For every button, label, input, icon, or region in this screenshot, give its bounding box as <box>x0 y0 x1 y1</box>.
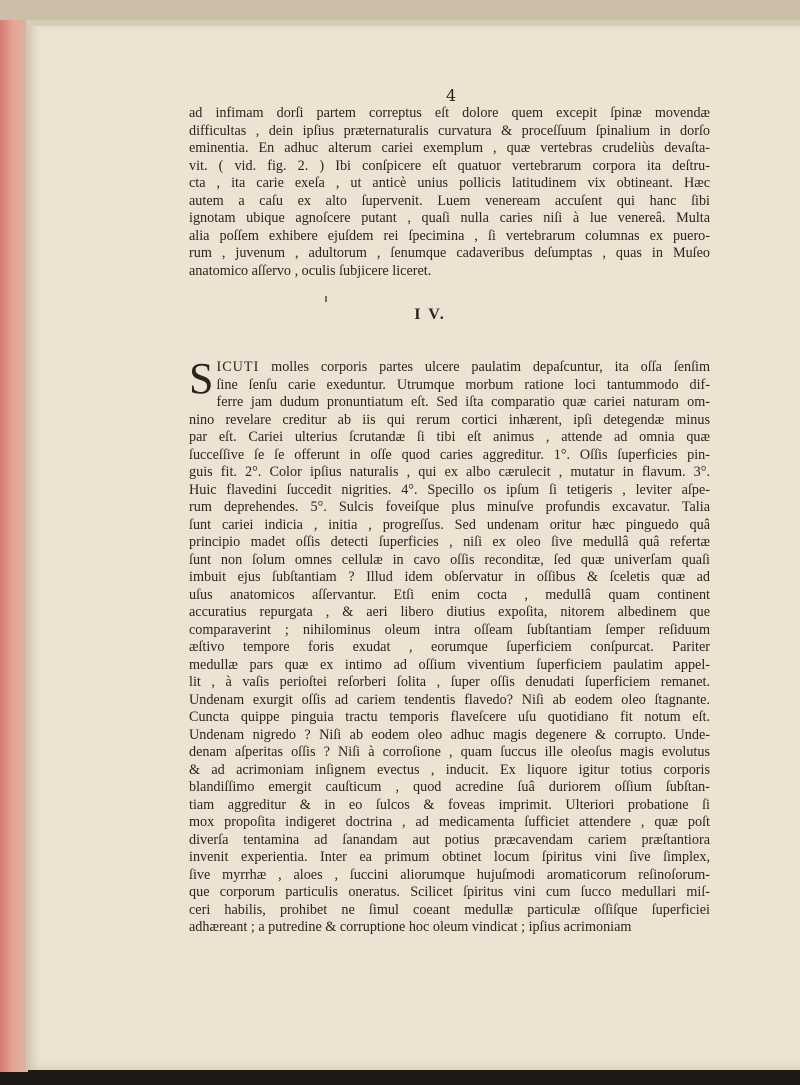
text-line: difficultas , dein ipſius præternaturalis curvatura & proceſſuum ſpinalium in dorſo <box>189 122 710 139</box>
text-line: que corporum particulis oneratus. Scilicet ſpiritus vini cum ſucco medullari miſ- <box>189 884 710 900</box>
text-line: medullæ pars quæ ex intimo ad oſſium viventium ſuperficiem paulatim appel- <box>189 656 710 673</box>
text-line: principio madet oſſis detecti ſuperficies , niſi ex oleo ſive medullâ quâ refertæ <box>189 534 710 550</box>
text-line: ſunt cariei indicia , initia , progreſſus. Sed undenam oritur hæc pinguedo quâ <box>189 516 710 533</box>
text-line: alia poſſem exhibere ejuſdem rei ſpecimina , ſi vertebrarum columnas ex puero- <box>189 227 710 244</box>
text-line: ceri habilis, prohibet ne ſimul coeant medullæ particulæ oſſiſque ſuperficiei <box>189 901 710 918</box>
text-line: adhæreant ; a putredine & corruptione hoc oleum vindicat ; ipſius acrimoniam <box>189 919 632 935</box>
text-line: vit. ( vid. fig. 2. ) Ibi conſpicere eſt quatuor vertebrarum corpora ita deſtru- <box>189 157 710 174</box>
top-margin-strip <box>0 0 800 22</box>
text-line: guis fit. 2°. Color ipſius naturalis , qui ex albo cærulecit , mutatur in flavum. 3°. <box>189 464 710 480</box>
book-spine-edge <box>0 20 28 1072</box>
text-line: Undenam exurgit oſſis ad cariem tendentis flavedo? Niſi ab eodem oleo ſtagnante. <box>189 691 710 708</box>
text-line: rum deprehendes. 5°. Sulcis foveiſque plus minuſve profundis excavatur. Talia <box>189 499 710 515</box>
text-line: ad infimam dorſi partem correptus eſt dolore quem excepit ſpinæ movendæ <box>189 105 710 121</box>
text-line: blandiſſimo emergit cauſticum , quod acredine ſuâ duriorem oſſium ſubſtan- <box>189 779 710 795</box>
text-line: nino revelare creditur ab iis qui rerum cortici inhærent, ipſi detegendæ minus <box>189 411 710 428</box>
text-line: uſus anatomicos aſſervantur. Etſi enim cocta , medullâ quam continent <box>189 586 710 603</box>
lead-word: ICUTI <box>216 359 260 375</box>
text-line: ſunt non ſolum omnes cellulæ in cavo oſſis reconditæ, ſed quæ univerſam quaſi <box>189 551 710 568</box>
text-line: autem a caſu ex alto ſupervenit. Luem veneream accuſent qui hanc ſibi <box>189 192 710 209</box>
text-line: lit , à vaſis perioſtei reſorberi ſolita , ſuper oſſis denudati ſuperficiem remanet. <box>189 674 710 690</box>
text-line: ſive myrrhæ , aloes , ſuccini aliorumque hujuſmodi aromaticorum reſinoſorum- <box>189 866 710 883</box>
text-line: eminentia. En adhuc alterum cariei exemplum , quæ vertebras crudeliùs devaſta- <box>189 140 710 156</box>
text-line: cta , ita carie exeſa , ut anticè unius pollicis latitudinem vix obtineant. Hæc <box>189 175 710 191</box>
page-number: 4 <box>446 86 457 105</box>
text-line: æſtivo tempore foris exudat , eorumque ſuperficiem conſpurcat. Pariter <box>189 639 710 655</box>
section-heading: I V. <box>414 306 446 323</box>
first-line-rest: molles corporis partes ulcere paulatim depaſcuntur, ita oſſa ſenſim <box>271 359 710 375</box>
text-line: par eſt. Cariei ulterius ſcrutandæ ſi tibi eſt animus , attende ad omnia quæ <box>189 429 710 445</box>
text-line: rum , juvenum , adultorum , ſenumque cadaveribus deſumptas , quas in Muſeo <box>189 245 710 261</box>
text-line: diverſa tentamina ad ſanandam aut potius præcavendam cariem præſtantiora <box>189 831 710 848</box>
text-line: ignotam ubique agnoſcere putant , quaſi nulla caries niſi à lue venereâ. Multa <box>189 210 710 226</box>
text-line: Undenam nigredo ? Niſi ab eodem oleo adhuc magis degenere & corrupto. Unde- <box>189 726 710 743</box>
section-paragraph <box>189 354 710 937</box>
text-line: denam aſperitas oſſis ? Niſi à corroſione , quam ſuccus ille oleoſus magis evolutus <box>189 744 710 760</box>
text-line: comparaverint ; nihilominus oleum intra oſſeam ſubſtantiam ſemper reſiduum <box>189 621 710 638</box>
drop-initial: S <box>189 354 214 403</box>
text-line <box>216 359 710 377</box>
text-line: accuratius repurgata , & aeri libero diutius expoſita, nitorem albedinem que <box>189 604 710 620</box>
text-line: ſine ſenſu carie exeduntur. Utrumque morbum ratione loci tantummodo dif- <box>216 376 710 393</box>
paragraph-body <box>189 394 710 937</box>
text-line: imbuit ejus ſubſtantiam ? Illud idem obſervatur in oſſibus & ſceletis quæ ad <box>189 569 710 585</box>
text-line: Huic flavedini ſuccedit nigrities. 4°. Specillo os ipſum ſi tetigeris , leviter aſpe- <box>189 481 710 498</box>
paragraph-continued <box>189 105 710 280</box>
text-line: mox propoſita indigeret doctrina , ad medicamenta ſufficiet attendere , quæ poſt <box>189 814 710 830</box>
text-line: ſucceſſive ſe ſe offerunt in oſſe quod caries aggreditur. 1°. Oſſis ſuperficies pin- <box>189 446 710 463</box>
text-line: invenit experientia. Inter ea primum obtinet locum ſpiritus vini ſive ſimplex, <box>189 849 710 865</box>
text-line: ferre jam dudum pronuntiatum eſt. Sed iſta comparatio quæ cariei naturam om- <box>216 394 710 410</box>
ink-mark <box>325 296 327 302</box>
text-line: tiam aggreditur & in eo ſulcos & foveas imprimit. Ulteriori probatione ſi <box>189 796 710 813</box>
text-line: Cuncta quippe pinguia tractu temporis flaveſcere uſu quotidiano fit notum eſt. <box>189 709 710 725</box>
text-line: anatomico aſſervo , oculis ſubjicere liceret. <box>189 262 432 279</box>
page-top-edge <box>26 20 800 26</box>
text-line: & ad acrimoniam inſignem evectus , inducit. Ex liquore igitur totius corporis <box>189 761 710 778</box>
